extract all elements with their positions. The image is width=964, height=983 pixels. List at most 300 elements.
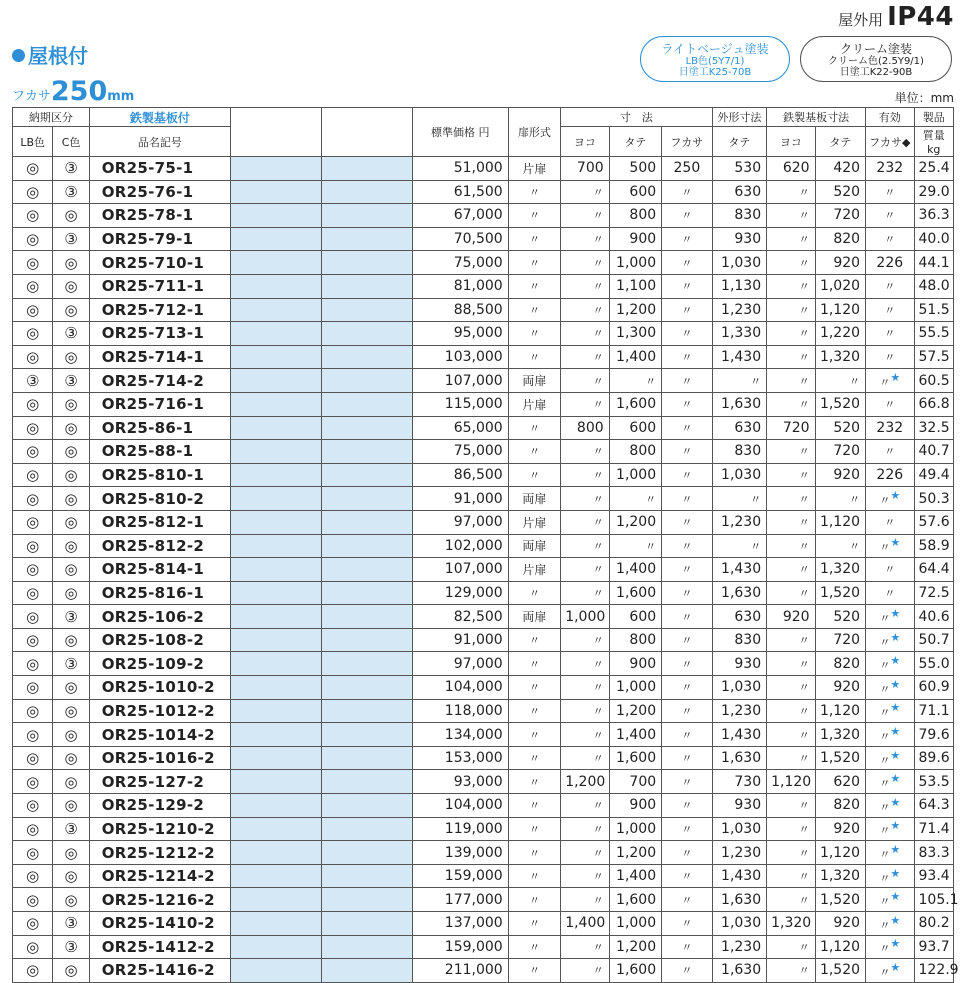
effective-depth: 〃 bbox=[879, 942, 891, 956]
star-icon: ★ bbox=[890, 677, 901, 691]
plate-yoko-cell bbox=[767, 841, 815, 865]
lb-mark-cell bbox=[13, 605, 53, 629]
blank-cell-1-cell bbox=[231, 204, 322, 228]
effective-depth: 〃 bbox=[879, 635, 891, 649]
c-mark-cell bbox=[53, 416, 89, 440]
price: 81,000 bbox=[453, 278, 503, 295]
plate-yoko-cell bbox=[767, 770, 815, 794]
plate-yoko-cell bbox=[767, 723, 815, 747]
lb-mark-cell bbox=[13, 416, 53, 440]
door-type-cell bbox=[508, 699, 561, 723]
effective-depth: 〃 bbox=[884, 398, 896, 412]
price-cell bbox=[412, 416, 508, 440]
price: 97,000 bbox=[453, 514, 503, 531]
door-type-cell bbox=[508, 463, 561, 487]
tate: 1,200 bbox=[616, 301, 657, 318]
weight-cell bbox=[914, 227, 954, 251]
outer-tate: 630 bbox=[734, 419, 762, 436]
door-type-cell bbox=[508, 204, 561, 228]
yoko: 〃 bbox=[592, 185, 604, 199]
plate-tate-cell bbox=[815, 227, 865, 251]
weight-cell bbox=[914, 558, 954, 582]
weight: 79.6 bbox=[918, 726, 950, 743]
weight-cell bbox=[914, 605, 954, 629]
blank-cell-1-cell bbox=[231, 510, 322, 534]
tate: 1,600 bbox=[616, 891, 657, 908]
star-icon: ★ bbox=[890, 371, 901, 385]
fukasa: 〃 bbox=[681, 185, 693, 199]
price: 51,000 bbox=[453, 160, 503, 177]
tate-cell bbox=[609, 157, 662, 181]
price-cell bbox=[412, 227, 508, 251]
lb-mark: ◎ bbox=[26, 914, 40, 933]
outer-tate: 530 bbox=[734, 160, 762, 177]
effective-depth: 〃 bbox=[879, 777, 891, 791]
price-cell bbox=[412, 699, 508, 723]
lb-mark-cell bbox=[13, 510, 53, 534]
depth-value: 250 bbox=[50, 76, 108, 107]
product-code: OR25-106-2 bbox=[101, 607, 205, 626]
c-mark: ◎ bbox=[64, 560, 78, 579]
weight-cell bbox=[914, 746, 954, 770]
yoko: 〃 bbox=[592, 209, 604, 223]
lb-mark-cell bbox=[13, 322, 53, 346]
yoko-cell bbox=[561, 157, 609, 181]
plate-tate: 520 bbox=[833, 419, 861, 436]
c-mark-cell bbox=[53, 534, 89, 558]
effective-depth-cell bbox=[866, 959, 914, 983]
c-mark-cell bbox=[53, 510, 89, 534]
tate: 1,100 bbox=[616, 278, 657, 295]
outer-tate-cell bbox=[712, 888, 767, 912]
price-cell bbox=[412, 676, 508, 700]
blank-cell-1-cell bbox=[231, 227, 322, 251]
tate: 700 bbox=[629, 773, 657, 790]
fukasa-cell bbox=[662, 935, 712, 959]
outer-tate: 1,230 bbox=[721, 301, 762, 318]
plate-yoko: 〃 bbox=[798, 351, 810, 365]
plate-tate: 720 bbox=[833, 207, 861, 224]
tate: 1,400 bbox=[616, 349, 657, 366]
yoko: 〃 bbox=[592, 870, 604, 884]
c-mark: ③ bbox=[64, 914, 78, 933]
outer-tate: 1,230 bbox=[721, 702, 762, 719]
fukasa: 〃 bbox=[681, 610, 693, 624]
plate-tate: 420 bbox=[833, 160, 861, 177]
blank-cell-2-cell bbox=[321, 274, 412, 298]
product-code-cell bbox=[89, 369, 230, 393]
effective-depth-cell bbox=[866, 676, 914, 700]
tate-cell bbox=[609, 770, 662, 794]
product-code: OR25-713-1 bbox=[101, 324, 205, 343]
tate-cell bbox=[609, 581, 662, 605]
fukasa: 〃 bbox=[681, 492, 693, 506]
tate: 600 bbox=[629, 183, 657, 200]
c-mark-cell bbox=[53, 605, 89, 629]
lb-mark-cell bbox=[13, 204, 53, 228]
door-type-cell bbox=[508, 322, 561, 346]
weight: 57.5 bbox=[918, 349, 950, 366]
weight-cell bbox=[914, 723, 954, 747]
ip-rating: IP44 bbox=[887, 2, 954, 32]
yoko-cell bbox=[561, 534, 609, 558]
lb-mark-cell bbox=[13, 440, 53, 464]
effective-depth-cell bbox=[866, 912, 914, 936]
blank-cell-1-cell bbox=[231, 841, 322, 865]
product-code-cell bbox=[89, 322, 230, 346]
yoko-cell bbox=[561, 345, 609, 369]
door-type: 〃 bbox=[528, 469, 540, 483]
tate-cell bbox=[609, 864, 662, 888]
price-cell bbox=[412, 345, 508, 369]
product-code: OR25-810-1 bbox=[101, 466, 205, 485]
door-type-cell bbox=[508, 345, 561, 369]
effective-depth: 〃 bbox=[879, 494, 891, 508]
price: 139,000 bbox=[444, 844, 503, 861]
price-cell bbox=[412, 251, 508, 275]
c-mark: ◎ bbox=[64, 961, 78, 980]
fukasa-cell bbox=[662, 676, 712, 700]
lb-mark-cell bbox=[13, 912, 53, 936]
fukasa-cell bbox=[662, 369, 712, 393]
effective-depth: 〃 bbox=[884, 185, 896, 199]
outer-tate: 1,030 bbox=[721, 915, 762, 932]
blank-cell-2-cell bbox=[321, 746, 412, 770]
c-mark: ◎ bbox=[64, 348, 78, 367]
plate-yoko: 〃 bbox=[798, 681, 810, 695]
door-type: 〃 bbox=[528, 752, 540, 766]
plate-tate: 1,120 bbox=[819, 844, 861, 861]
lb-mark-cell bbox=[13, 699, 53, 723]
yoko: 〃 bbox=[592, 563, 604, 577]
door-type: 〃 bbox=[528, 421, 540, 435]
plate-yoko-cell bbox=[767, 392, 815, 416]
col-effective-top: 有効 bbox=[866, 108, 914, 127]
door-type: 〃 bbox=[528, 870, 540, 884]
weight: 55.0 bbox=[918, 655, 950, 672]
c-mark: ◎ bbox=[64, 206, 78, 225]
plate-yoko-cell bbox=[767, 652, 815, 676]
tate-cell bbox=[609, 841, 662, 865]
effective-depth: 226 bbox=[876, 254, 904, 271]
lb-mark: ◎ bbox=[26, 678, 40, 697]
outer-tate-cell bbox=[712, 157, 767, 181]
price: 97,000 bbox=[453, 655, 503, 672]
fukasa-cell bbox=[662, 416, 712, 440]
c-mark: ◎ bbox=[64, 843, 78, 862]
weight: 29.0 bbox=[918, 183, 950, 200]
weight-cell bbox=[914, 369, 954, 393]
plate-yoko: 〃 bbox=[798, 280, 810, 294]
fukasa-cell bbox=[662, 558, 712, 582]
tate-cell bbox=[609, 416, 662, 440]
door-type: 片扉 bbox=[522, 161, 547, 176]
fukasa-cell bbox=[662, 251, 712, 275]
fukasa-cell bbox=[662, 770, 712, 794]
plate-yoko-cell bbox=[767, 864, 815, 888]
blank-cell-1-cell bbox=[231, 440, 322, 464]
blank-cell-2-cell bbox=[321, 959, 412, 983]
star-icon: ★ bbox=[890, 725, 901, 739]
yoko: 〃 bbox=[592, 681, 604, 695]
door-type: 〃 bbox=[528, 846, 540, 860]
fukasa: 〃 bbox=[681, 209, 693, 223]
price: 159,000 bbox=[444, 868, 503, 885]
fukasa-cell bbox=[662, 605, 712, 629]
plate-yoko-cell bbox=[767, 322, 815, 346]
door-type-cell bbox=[508, 864, 561, 888]
lb-mark: ◎ bbox=[26, 607, 40, 626]
effective-depth: 〃 bbox=[879, 612, 891, 626]
outer-tate: 1,030 bbox=[721, 679, 762, 696]
blank-cell-1-cell bbox=[231, 251, 322, 275]
tate: 1,600 bbox=[616, 584, 657, 601]
fukasa: 〃 bbox=[681, 469, 693, 483]
effective-depth: 〃 bbox=[879, 541, 891, 555]
price-cell bbox=[412, 322, 508, 346]
table-row bbox=[13, 487, 954, 511]
fukasa-cell bbox=[662, 510, 712, 534]
lb-mark: ◎ bbox=[26, 725, 40, 744]
c-mark-cell bbox=[53, 746, 89, 770]
col-price: 標準価格 円 bbox=[412, 108, 508, 157]
product-code: OR25-79-1 bbox=[101, 230, 194, 249]
fukasa-cell bbox=[662, 180, 712, 204]
yoko: 〃 bbox=[592, 351, 604, 365]
plate-yoko: 〃 bbox=[798, 303, 810, 317]
blank-cell-2-cell bbox=[321, 605, 412, 629]
door-type: 〃 bbox=[528, 351, 540, 365]
plate-yoko: 720 bbox=[782, 419, 810, 436]
door-type: 〃 bbox=[528, 728, 540, 742]
outer-tate-cell bbox=[712, 605, 767, 629]
product-code-cell bbox=[89, 912, 230, 936]
plate-tate-cell bbox=[815, 888, 865, 912]
plate-yoko: 〃 bbox=[798, 445, 810, 459]
col-base-plate: 鉄製基板付 bbox=[89, 108, 230, 127]
product-code-cell bbox=[89, 558, 230, 582]
product-code: OR25-1216-2 bbox=[101, 890, 215, 909]
fukasa-cell bbox=[662, 652, 712, 676]
weight-cell bbox=[914, 392, 954, 416]
plate-yoko: 〃 bbox=[798, 398, 810, 412]
table-row bbox=[13, 298, 954, 322]
lb-mark-cell bbox=[13, 369, 53, 393]
door-type-cell bbox=[508, 558, 561, 582]
outer-tate-cell bbox=[712, 274, 767, 298]
c-mark-cell bbox=[53, 345, 89, 369]
plate-yoko-cell bbox=[767, 204, 815, 228]
yoko-cell bbox=[561, 699, 609, 723]
outer-tate: 〃 bbox=[750, 374, 762, 388]
price: 88,500 bbox=[453, 301, 503, 318]
lb-mark: ◎ bbox=[26, 937, 40, 956]
blank-cell-1-cell bbox=[231, 794, 322, 818]
effective-depth-cell bbox=[866, 463, 914, 487]
price: 75,000 bbox=[453, 443, 503, 460]
tate-cell bbox=[609, 510, 662, 534]
yoko-cell bbox=[561, 628, 609, 652]
fukasa: 〃 bbox=[681, 822, 693, 836]
price-cell bbox=[412, 298, 508, 322]
fukasa-cell bbox=[662, 888, 712, 912]
product-code: OR25-816-1 bbox=[101, 583, 205, 602]
c-mark: ③ bbox=[64, 937, 78, 956]
lb-mark-cell bbox=[13, 959, 53, 983]
fukasa: 〃 bbox=[681, 728, 693, 742]
effective-depth-cell bbox=[866, 770, 914, 794]
yoko: 700 bbox=[576, 160, 604, 177]
plate-yoko: 〃 bbox=[798, 185, 810, 199]
outer-tate-cell bbox=[712, 817, 767, 841]
tate-cell bbox=[609, 558, 662, 582]
price: 91,000 bbox=[453, 632, 503, 649]
col-tate: タテ bbox=[609, 127, 662, 157]
yoko: 〃 bbox=[592, 846, 604, 860]
outer-tate-cell bbox=[712, 204, 767, 228]
door-type-cell bbox=[508, 605, 561, 629]
yoko-cell bbox=[561, 888, 609, 912]
yoko-cell bbox=[561, 298, 609, 322]
plate-yoko-cell bbox=[767, 251, 815, 275]
table-row bbox=[13, 251, 954, 275]
price: 65,000 bbox=[453, 419, 503, 436]
tate-cell bbox=[609, 463, 662, 487]
effective-depth: 〃 bbox=[884, 586, 896, 600]
blank-cell-1-cell bbox=[231, 558, 322, 582]
c-mark-cell bbox=[53, 676, 89, 700]
plate-yoko-cell bbox=[767, 416, 815, 440]
plate-yoko: 〃 bbox=[798, 799, 810, 813]
table-row bbox=[13, 912, 954, 936]
plate-yoko-cell bbox=[767, 676, 815, 700]
lb-mark-cell bbox=[13, 227, 53, 251]
plate-yoko: 〃 bbox=[798, 516, 810, 530]
effective-depth-cell bbox=[866, 227, 914, 251]
plate-yoko: 〃 bbox=[798, 256, 810, 270]
outer-tate: 〃 bbox=[750, 539, 762, 553]
tate-cell bbox=[609, 817, 662, 841]
blank-cell-2-cell bbox=[321, 227, 412, 251]
product-code: OR25-814-1 bbox=[101, 560, 205, 579]
product-code-cell bbox=[89, 157, 230, 181]
price: 95,000 bbox=[453, 325, 503, 342]
c-mark: ◎ bbox=[64, 442, 78, 461]
plate-tate-cell bbox=[815, 534, 865, 558]
tate-cell bbox=[609, 628, 662, 652]
tate-cell bbox=[609, 345, 662, 369]
plate-tate-cell bbox=[815, 369, 865, 393]
door-type: 〃 bbox=[528, 233, 540, 247]
c-mark: ◎ bbox=[64, 418, 78, 437]
yoko-cell bbox=[561, 180, 609, 204]
blank-cell-1-cell bbox=[231, 770, 322, 794]
weight-cell bbox=[914, 157, 954, 181]
blank-cell-2-cell bbox=[321, 180, 412, 204]
yoko-cell bbox=[561, 274, 609, 298]
plate-yoko: 〃 bbox=[798, 846, 810, 860]
blank-cell-1-cell bbox=[231, 416, 322, 440]
star-icon: ★ bbox=[890, 748, 901, 762]
effective-depth: 〃 bbox=[884, 280, 896, 294]
lb-mark: ◎ bbox=[26, 324, 40, 343]
price-cell bbox=[412, 392, 508, 416]
yoko-cell bbox=[561, 864, 609, 888]
effective-depth: 226 bbox=[876, 467, 904, 484]
blank-cell-1-cell bbox=[231, 912, 322, 936]
plate-yoko-cell bbox=[767, 628, 815, 652]
outer-tate-cell bbox=[712, 935, 767, 959]
outer-tate: 1,630 bbox=[721, 750, 762, 767]
c-mark-cell bbox=[53, 699, 89, 723]
blank-cell-2-cell bbox=[321, 510, 412, 534]
yoko: 〃 bbox=[592, 303, 604, 317]
plate-yoko-cell bbox=[767, 959, 815, 983]
product-code-cell bbox=[89, 392, 230, 416]
effective-depth-cell bbox=[866, 369, 914, 393]
price-cell bbox=[412, 723, 508, 747]
yoko: 〃 bbox=[592, 799, 604, 813]
plate-tate-cell bbox=[815, 864, 865, 888]
effective-depth-cell bbox=[866, 888, 914, 912]
blank-cell-1-cell bbox=[231, 298, 322, 322]
price-cell bbox=[412, 935, 508, 959]
product-code: OR25-108-2 bbox=[101, 631, 205, 650]
weight: 40.7 bbox=[918, 443, 950, 460]
product-code: OR25-812-2 bbox=[101, 536, 205, 555]
product-code-cell bbox=[89, 841, 230, 865]
tate: 1,200 bbox=[616, 938, 657, 955]
effective-depth: 〃 bbox=[879, 753, 891, 767]
door-type-cell bbox=[508, 794, 561, 818]
yoko-cell bbox=[561, 558, 609, 582]
weight: 50.3 bbox=[918, 490, 950, 507]
outer-tate: 630 bbox=[734, 183, 762, 200]
price: 103,000 bbox=[444, 349, 503, 366]
outer-tate-cell bbox=[712, 723, 767, 747]
plate-yoko-cell bbox=[767, 746, 815, 770]
star-icon: ★ bbox=[890, 937, 901, 951]
fukasa-cell bbox=[662, 841, 712, 865]
yoko-cell bbox=[561, 935, 609, 959]
product-code-cell bbox=[89, 534, 230, 558]
product-code-cell bbox=[89, 463, 230, 487]
plate-tate: 1,520 bbox=[819, 962, 861, 979]
door-type-cell bbox=[508, 628, 561, 652]
price: 159,000 bbox=[444, 938, 503, 955]
fukasa: 〃 bbox=[681, 303, 693, 317]
fukasa: 〃 bbox=[681, 775, 693, 789]
outer-tate: 930 bbox=[734, 655, 762, 672]
weight: 36.3 bbox=[918, 207, 950, 224]
plate-yoko-cell bbox=[767, 345, 815, 369]
price-cell bbox=[412, 157, 508, 181]
lb-mark: ◎ bbox=[26, 819, 40, 838]
weight: 93.7 bbox=[918, 938, 950, 955]
blank-cell-2-cell bbox=[321, 723, 412, 747]
door-type: 〃 bbox=[528, 917, 540, 931]
plate-yoko-cell bbox=[767, 487, 815, 511]
blank-cell-2-cell bbox=[321, 204, 412, 228]
plate-tate: 820 bbox=[833, 655, 861, 672]
plate-yoko: 〃 bbox=[798, 492, 810, 506]
blank-cell-2-cell bbox=[321, 628, 412, 652]
door-type: 〃 bbox=[528, 327, 540, 341]
effective-depth: 〃 bbox=[879, 800, 891, 814]
tate: 1,600 bbox=[616, 750, 657, 767]
blank-cell-2-cell bbox=[321, 487, 412, 511]
outer-tate-cell bbox=[712, 770, 767, 794]
